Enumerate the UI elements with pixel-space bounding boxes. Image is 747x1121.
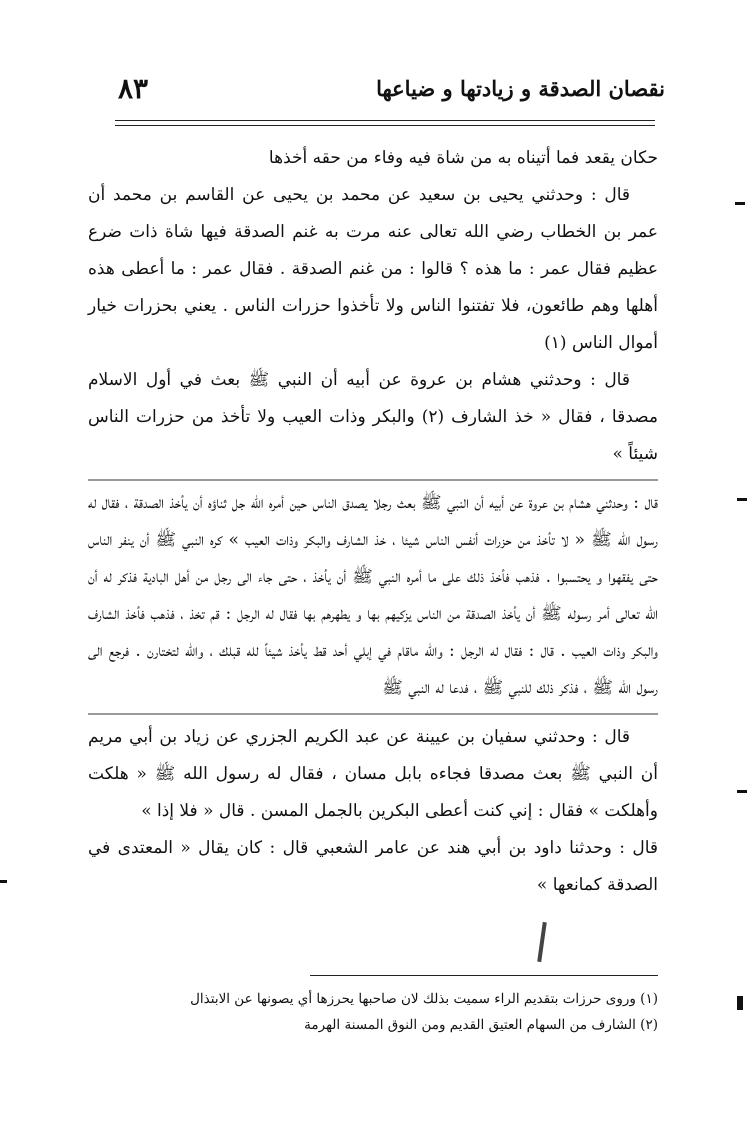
margin-mark xyxy=(0,880,7,883)
section-divider xyxy=(88,713,658,715)
section-divider xyxy=(88,479,658,481)
paragraph: حكان يقعد فما أتيناه به من شاة فيه وفاء من حقه أخذها xyxy=(268,148,658,168)
footnotes xyxy=(92,986,658,1038)
running-title: نقصان الصدقة و زيادتها و ضياعها xyxy=(376,76,665,101)
footnote-rule xyxy=(310,975,658,976)
margin-mark xyxy=(737,996,743,1010)
paragraph: قال : وحدثني سفيان بن عيينة عن عبد الكريم الجزري عن زياد بن أبي مريم أن النبي ﷺ بعث مصدقا فجاءه بابل مسان ، فقال له رسول الله ﷺ « هلكت وأهلكت » فقال : إني كنت أعطى البكرين بالجمل المسن . قال « فلا إذا » xyxy=(88,727,658,821)
paragraph: قال : وحدثني هشام بن عروة عن أبيه أن النبي ﷺ بعث رجلا يصدق الناس حين أمره الله جل ثناؤه أن يأخذ الصدقة ، فقال له رسول الله ﷺ « لا تأخذ من حزرات أنفس الناس شيئا ، خذ الشارف والبكر وذات العيب » كره النبي ﷺ أن ينفر الناس حتى يفقهوا و يحتسبوا . فذهب فأخذ ذلك على ما أمره النبي ﷺ أن يأخذ ، حتى جاء الى رجل من أهل البادية فذكر له أن الله تعالى أمر رسوله ﷺ أن يأخذ الصدقة من الناس يزكيهم بها و يطهرهم بها فقال له الرجل : قم تخذ ، فذهب فأخذ الشارف والبكر وذات العيب . قال : فقال له الرجل : والله ماقام في إبلي أحد قط يأخذ شيئاً لله قبلك ، والله لتختارن . فرجع الى رسول الله ﷺ ، فذكر ذلك للنبي ﷺ ، فدعا له النبي ﷺ xyxy=(88,493,658,698)
ink-stroke xyxy=(537,922,547,962)
footnote: (١) وروى حرزات بتقديم الراء سميت بذلك لان صاحبها يحرزها أي يصونها عن الابتذال xyxy=(190,991,658,1007)
margin-mark xyxy=(737,498,747,501)
page-header xyxy=(100,72,665,112)
margin-mark xyxy=(737,790,747,793)
paragraph: قال : وحدثني يحيى بن سعيد عن محمد بن يحيى عن القاسم بن محمد أن عمر بن الخطاب رضي الله تعالى عنه مرت به غنم الصدقة فيها شاة ذات ضرع عظيم فقال عمر : ما هذه ؟ قالوا : من غنم الصدقة . فقال عمر : ما أعطى هذه أهلها وهم طائعون، فلا تفتنوا الناس ولا تأخذوا حزرات الناس . يعني بحزرات خيار أموال الناس (١) xyxy=(88,185,658,353)
main-text xyxy=(88,140,658,904)
footnote: (٢) الشارف من السهام العتيق القديم ومن النوق المسنة الهرمة xyxy=(304,1017,658,1033)
paragraph: قال : وحدثني هشام بن عروة عن أبيه أن النبي ﷺ بعث في أول الاسلام مصدقا ، فقال « خذ الشارف (٢) والبكر وذات العيب ولا تأخذ من حزرات الناس شيئاً » xyxy=(88,370,658,464)
margin-mark xyxy=(735,202,745,205)
header-rule xyxy=(115,120,655,126)
page-number: ٨٣ xyxy=(118,72,149,105)
paragraph: قال : وحدثنا داود بن أبي هند عن عامر الشعبي قال : كان يقال « المعتدى في الصدقة كمانعها » xyxy=(88,838,658,895)
